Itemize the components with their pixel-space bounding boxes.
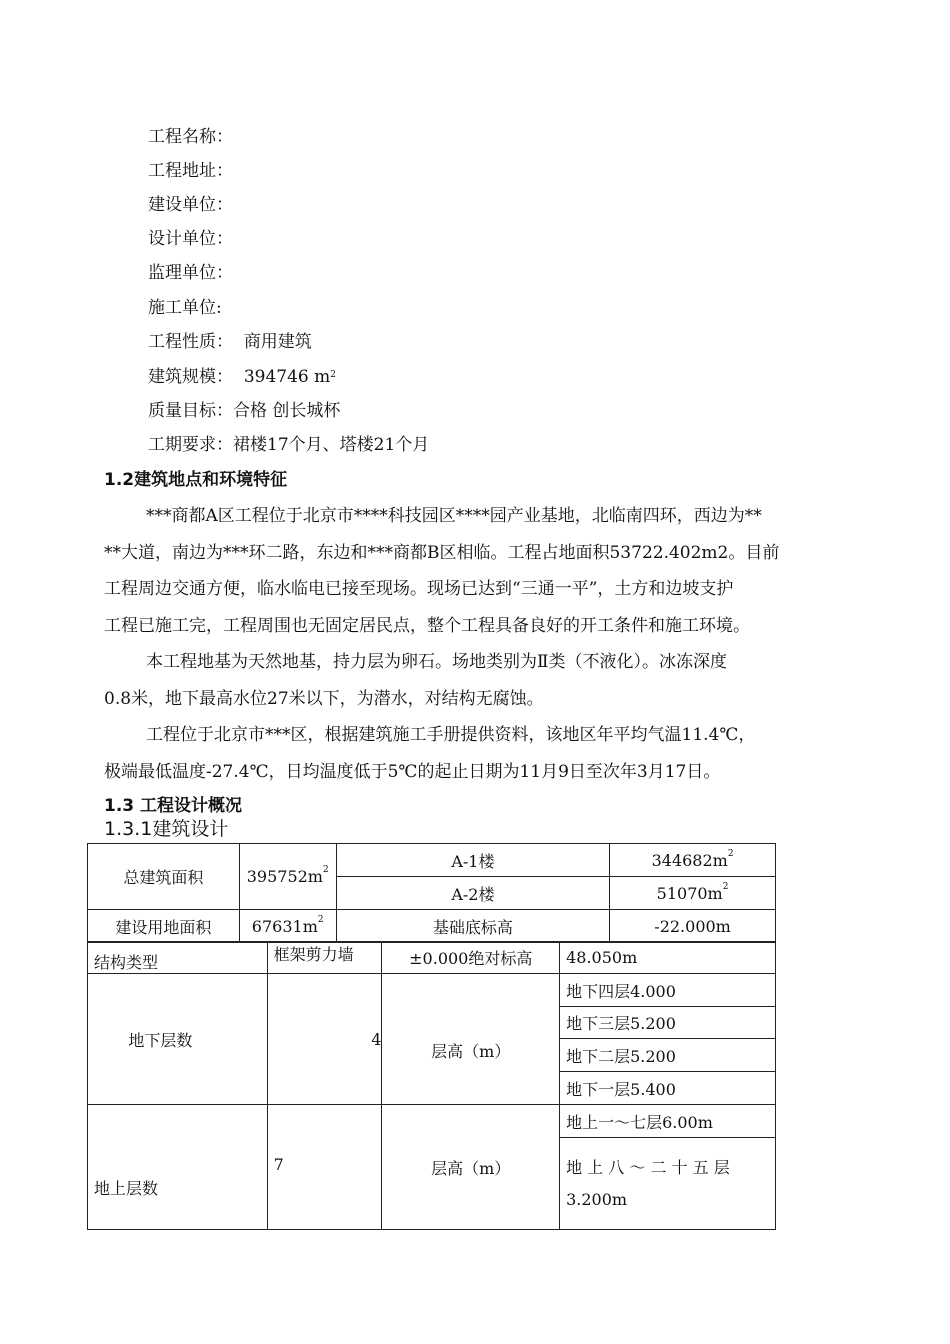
base-elevation-value: -22.000m [610, 910, 776, 943]
info-contractor: 施工单位: [148, 298, 222, 318]
section-1-2-heading: 1.2建筑地点和环境特征 [104, 470, 288, 490]
underground-floor-b4: 地下四层4.000 [560, 974, 776, 1007]
structure-type-label: 结构类型 [88, 942, 268, 974]
section-1-3-1-heading: 1.3.1建筑设计 [104, 818, 229, 840]
underground-floor-b3: 地下三层5.200 [560, 1007, 776, 1039]
a2-label: A-2楼 [336, 877, 609, 910]
above-floor-height-label: 层高（m） [382, 1105, 560, 1230]
total-area-label: 总建筑面积 [88, 844, 240, 910]
paragraph-location: ***商都A区工程位于北京市****科技园区****园产业基地，北临南四环，西边为** **大道，南边为***环二路，东边和***商都B区相临。工程占地面积53722.402m2。目前 工程周边交通方便，临水临电已接至现场。现场已达到“三通一平”，土方和边坡支护 工程已施工完，工程周围也无固定居民点，整个工程具备良好的开工条件和施工环境。 [104, 506, 780, 636]
above-floors-count: 7 [267, 1105, 382, 1230]
underground-floor-height-label: 层高（m） [382, 974, 560, 1105]
info-project-name: 工程名称： [148, 127, 233, 147]
absolute-elevation-value: 48.050m [560, 942, 776, 974]
info-supervisor: 监理单位： [148, 263, 233, 283]
building-area-table [87, 843, 776, 943]
section-1-3-heading: 1.3 工程设计概况 [104, 796, 243, 816]
above-floors-label: 地上层数 [88, 1105, 268, 1230]
structure-type-value: 框架剪力墙 [267, 942, 382, 974]
info-nature: 工程性质： 商用建筑 [148, 332, 312, 352]
land-area-value: $67631m^2$ [239, 910, 336, 943]
absolute-elevation-label: ±0.000绝对标高 [382, 942, 560, 974]
paragraph-foundation: 本工程地基为天然地基，持力层为卵石。场地类别为Ⅱ类（不液化）。冰冻深度 0.8米，地下最高水位27米以下，为潜水，对结构无腐蚀。 [104, 652, 728, 709]
info-owner: 建设单位： [148, 195, 233, 215]
structure-table [87, 941, 776, 1230]
above-floor-1-7: 地上一～七层6.00m [560, 1105, 776, 1138]
underground-floors-label: 地下层数 [88, 974, 268, 1105]
land-area-label: 建设用地面积 [88, 910, 240, 943]
a1-value: $344682m^2$ [610, 844, 776, 877]
base-elevation-label: 基础底标高 [336, 910, 609, 943]
info-designer: 设计单位： [148, 229, 233, 249]
underground-floor-b2: 地下二层5.200 [560, 1039, 776, 1072]
a1-label: A-1楼 [336, 844, 609, 877]
info-scale: 建筑规模： 394746 $m^2$ [148, 367, 336, 387]
info-quality-target: 质量目标：合格 创长城杯 [148, 401, 341, 421]
underground-floors-count: 4 [267, 974, 382, 1105]
total-area-value: $395752m^2$ [239, 844, 336, 910]
info-schedule: 工期要求：裙楼17个月、塔楼21个月 [148, 435, 430, 455]
underground-floor-b1: 地下一层5.400 [560, 1072, 776, 1105]
a2-value: $51070m^2$ [610, 877, 776, 910]
above-floor-8-25: 地 上 八 ～ 二 十 五 层 3.200m [560, 1138, 776, 1230]
info-project-address: 工程地址： [148, 161, 233, 181]
paragraph-climate: 工程位于北京市***区，根据建筑施工手册提供资料，该地区年平均气温11.4℃， 极端最低温度-27.4℃，日均温度低于5℃的起止日期为11月9日至次年3月17日。 [104, 725, 756, 782]
